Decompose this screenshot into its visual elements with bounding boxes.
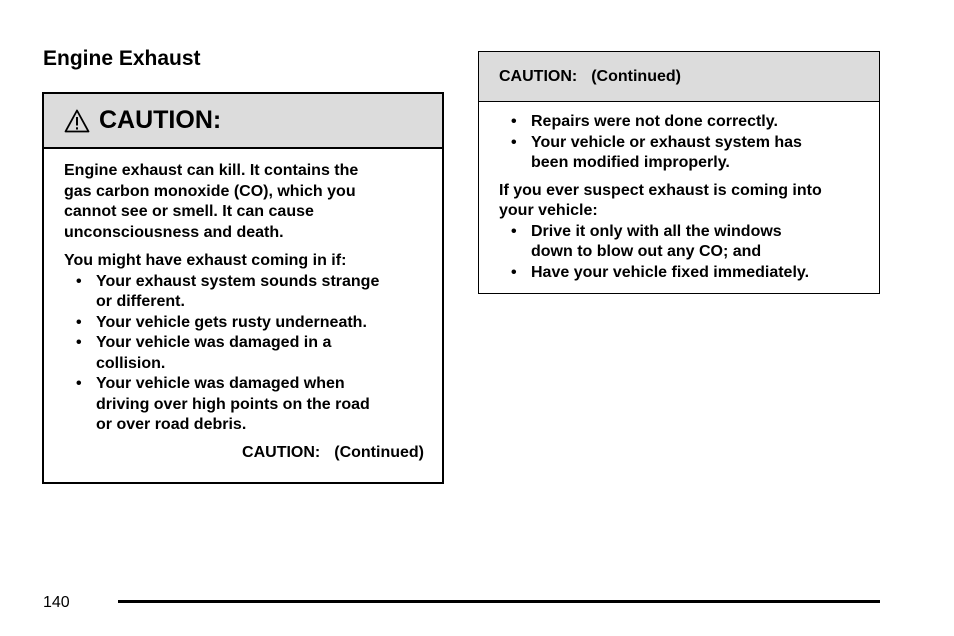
bullet-icon: • xyxy=(76,375,82,392)
continued-word: (Continued) xyxy=(591,67,681,85)
list-line: Your vehicle was damaged in a xyxy=(96,334,332,351)
para-line: your vehicle: xyxy=(499,202,598,219)
list-line: Your vehicle was damaged when xyxy=(96,375,345,392)
caution-box-continued xyxy=(478,51,880,294)
bullet-icon: • xyxy=(76,334,82,351)
caution-box xyxy=(42,92,444,484)
bullet-icon: • xyxy=(76,272,82,290)
continued-word: (Continued) xyxy=(334,443,424,461)
warning-triangle-icon xyxy=(64,109,90,133)
bullet-icon: • xyxy=(511,263,517,281)
list-line: been modified improperly. xyxy=(531,154,730,171)
list-item xyxy=(64,272,424,313)
caution-paragraph: You might have exhaust coming in if: xyxy=(64,252,347,269)
bullet-list xyxy=(64,272,424,436)
caution-body xyxy=(479,102,879,283)
list-item xyxy=(64,333,424,374)
list-line: Have your vehicle fixed immediately. xyxy=(531,263,810,281)
list-item xyxy=(499,133,861,174)
caution-header xyxy=(479,52,879,102)
list-line: or over road debris. xyxy=(96,416,247,433)
list-line: Drive it only with all the windows xyxy=(531,222,782,240)
footer-divider xyxy=(118,600,880,603)
bullet-icon: • xyxy=(511,222,517,240)
bullet-icon: • xyxy=(511,133,517,151)
page-number: 140 xyxy=(43,594,70,611)
para-line: cannot see or smell. It can cause xyxy=(64,203,314,220)
list-line: Your vehicle or exhaust system has xyxy=(531,133,802,151)
bullet-list xyxy=(499,112,861,174)
continued-caution-word: CAUTION: xyxy=(499,67,578,85)
continued-caution-word: CAUTION: xyxy=(242,443,321,461)
para-line: gas carbon monoxide (CO), which you xyxy=(64,182,356,200)
bullet-icon: • xyxy=(76,313,82,331)
para-line: unconsciousness and death. xyxy=(64,223,284,241)
para-line: Engine exhaust can kill. It contains the xyxy=(64,162,359,179)
list-line: down to blow out any CO; and xyxy=(531,243,762,260)
caution-continued-label xyxy=(64,443,424,464)
list-item xyxy=(499,222,861,263)
section-title: Engine Exhaust xyxy=(43,47,201,70)
caution-heading xyxy=(64,106,221,135)
list-line: Your vehicle gets rusty underneath. xyxy=(96,313,367,331)
caution-body xyxy=(44,149,442,463)
bullet-list xyxy=(499,222,861,284)
para-line: If you ever suspect exhaust is coming into xyxy=(499,181,822,199)
list-line: Repairs were not done correctly. xyxy=(531,113,778,130)
list-item xyxy=(499,112,861,133)
list-line: Your exhaust system sounds strange xyxy=(96,272,380,290)
caution-continued-heading xyxy=(499,68,681,86)
list-item xyxy=(64,313,424,334)
caution-paragraph xyxy=(64,161,424,243)
list-line: collision. xyxy=(96,354,166,372)
caution-header xyxy=(44,94,442,149)
list-item xyxy=(499,263,861,284)
bullet-icon: • xyxy=(511,113,517,130)
list-line: or different. xyxy=(96,293,185,310)
list-line: driving over high points on the road xyxy=(96,395,370,413)
list-item xyxy=(64,374,424,436)
caution-paragraph xyxy=(499,181,861,222)
caution-heading-text: CAUTION: xyxy=(99,106,222,134)
